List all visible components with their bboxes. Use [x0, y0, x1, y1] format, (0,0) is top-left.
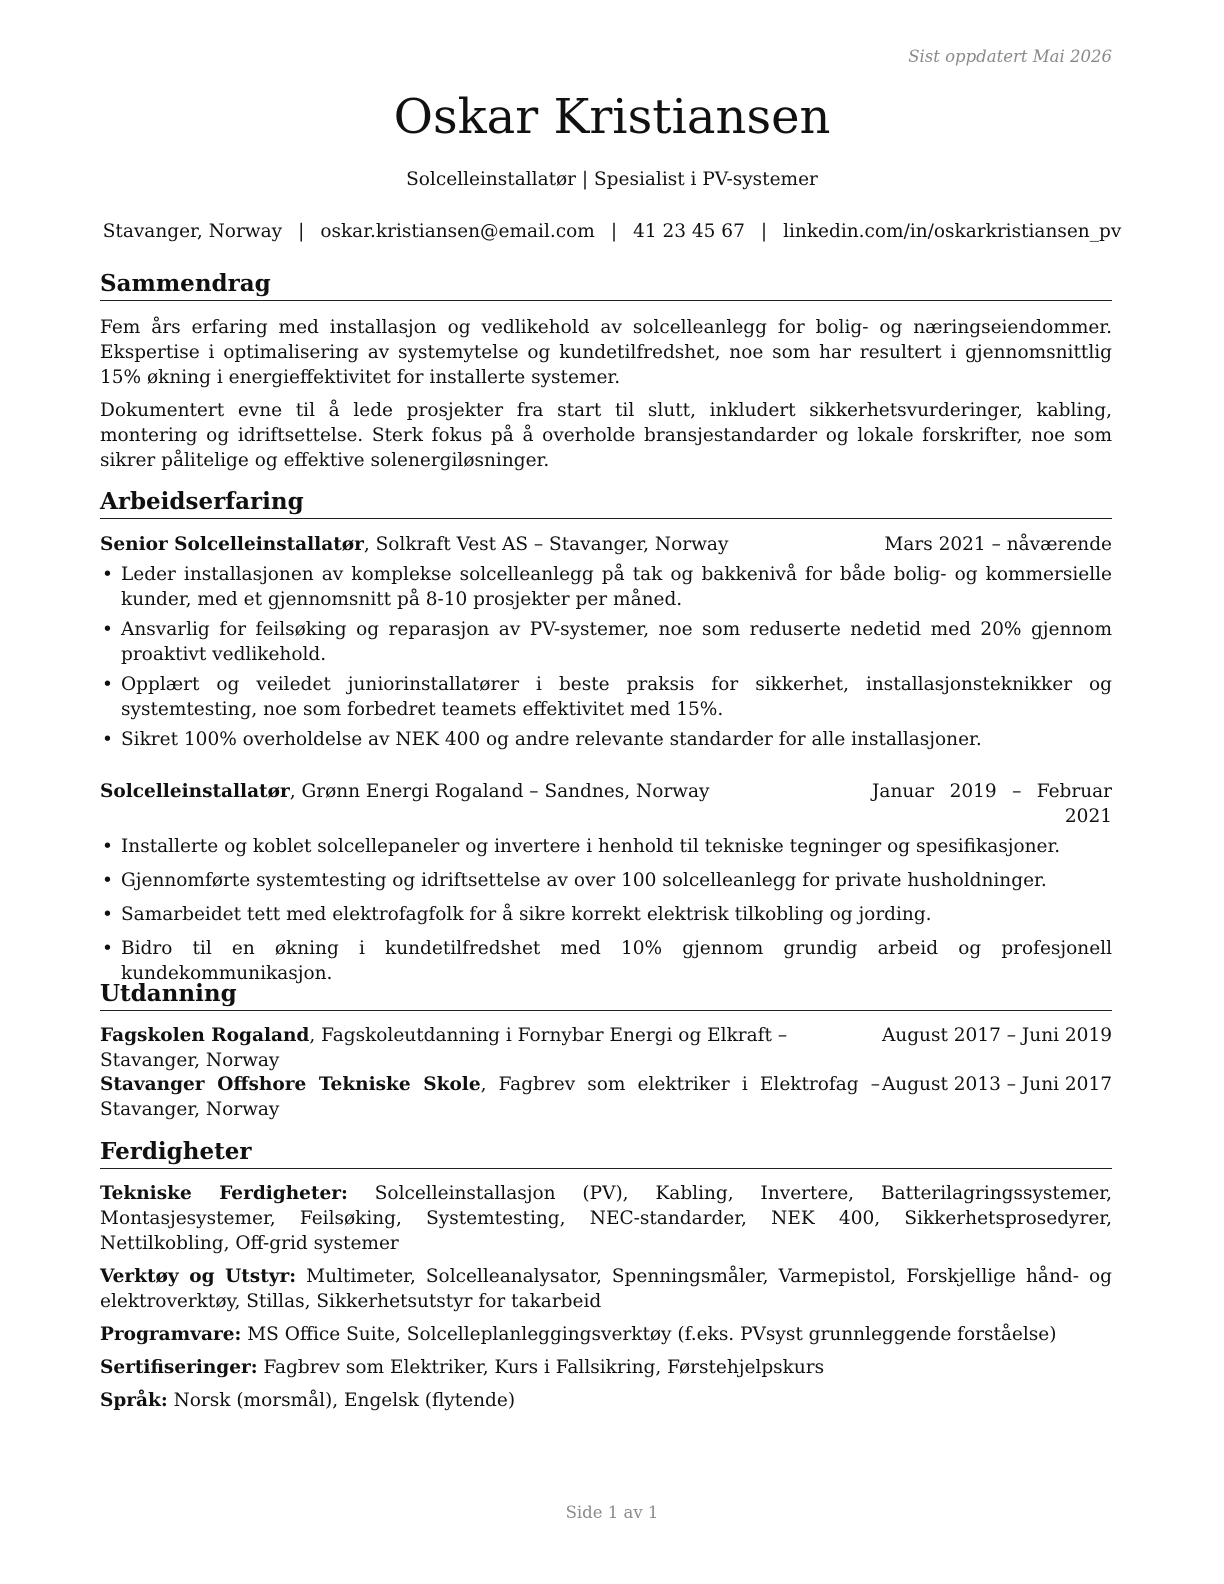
list-item: • Samarbeidet tett med elektrofagfolk for å sikre korrekt elektrisk tilkobling og jording.: [100, 902, 1112, 927]
job-entry: [100, 779, 1112, 986]
contact-email[interactable]: oskar.kristiansen@email.com: [320, 221, 595, 242]
job-bullets: [100, 834, 1112, 986]
education-header: [100, 1072, 1112, 1122]
contact-separator: |: [760, 221, 768, 242]
contact-separator: |: [298, 221, 305, 242]
job-org: , Grønn Energi Rogaland – Sandnes, Norway: [289, 781, 710, 802]
skill-value: Norsk (morsmål), Engelsk (flytende): [167, 1390, 516, 1411]
job-entry: [100, 532, 1112, 752]
job-dates: Mars 2021 – nåværende: [884, 534, 1112, 555]
education-detail: , Fagbrev som elektriker i Elektrofag – Stavanger, Norway: [100, 1074, 880, 1120]
section-title-education: Utdanning: [100, 980, 1112, 1011]
skill-label: Programvare:: [100, 1324, 242, 1345]
skill-value: Fagbrev som Elektriker, Kurs i Fallsikring, Førstehjelpskurs: [257, 1357, 825, 1378]
contact-separator: |: [610, 221, 618, 242]
list-item: • Leder installasjonen av komplekse solcelleanlegg på tak og bakkenivå for både bolig- og kommersielle kunder, med et gjennomsnitt på 8-10 prosjekter per måned.: [100, 562, 1112, 612]
skill-line: [100, 1322, 1112, 1347]
job-header: [100, 532, 1112, 557]
list-item: • Opplært og veiledet juniorinstallatører i beste praksis for sikkerhet, installasjonsteknikker og systemtesting, noe som forbedret teamets effektivitet med 15%.: [100, 672, 1112, 722]
list-item: • Sikret 100% overholdelse av NEK 400 og andre relevante standarder for alle installasjoner.: [100, 727, 1112, 752]
skill-value: MS Office Suite, Solcelleplanleggingsverktøy (f.eks. PVsyst grunnleggende forståelse): [241, 1324, 1057, 1345]
contact-phone: 41 23 45 67: [633, 221, 745, 242]
skill-line: [100, 1264, 1112, 1314]
section-title-summary: Sammendrag: [100, 270, 1112, 301]
education-entry: [100, 1072, 1112, 1122]
section-title-skills: Ferdigheter: [100, 1138, 1112, 1169]
education-line: [100, 1072, 880, 1122]
education-school: Stavanger Offshore Tekniske Skole: [100, 1074, 481, 1095]
education-dates: August 2017 – Juni 2019: [881, 1025, 1112, 1046]
skill-line: [100, 1355, 1112, 1380]
list-item: • Bidro til en økning i kundetilfredshet med 10% gjennom grundig arbeid og profesjonell kundekommunikasjon.: [100, 936, 1112, 986]
skill-label: Sertifiseringer:: [100, 1357, 258, 1378]
skill-label: Tekniske Ferdigheter:: [100, 1183, 348, 1204]
job-dates: Januar 2019 – Februar 2021: [872, 781, 1112, 827]
contact-linkedin[interactable]: linkedin.com/in/oskarkristiansen_pv: [783, 221, 1122, 242]
list-item: • Installerte og koblet solcellepaneler og invertere i henhold til tekniske tegninger og spesifikasjoner.: [100, 834, 1112, 859]
job-title-line: [100, 532, 728, 557]
list-item: • Gjennomførte systemtesting og idriftsettelse av over 100 solcelleanlegg for private husholdninger.: [100, 868, 1112, 893]
skills-section: [100, 1181, 1112, 1413]
contact-line: [0, 219, 1224, 244]
education-school: Fagskolen Rogaland: [100, 1025, 310, 1046]
education-header: [100, 1023, 1112, 1073]
skill-value: Multimeter, Solcelleanalysator, Spenningsmåler, Varmepistol, Forskjellige hånd- og elektroverktøy, Stillas, Sikkerhetsutstyr for takarbeid: [100, 1266, 1112, 1312]
summary-section: [100, 315, 1112, 473]
skill-label: Språk:: [100, 1390, 168, 1411]
skill-value: Solcelleinstallasjon (PV), Kabling, Invertere, Batterilagringssystemer, Montasjesystemer, Feilsøking, Systemtesting, NEC-standarder, NEK 400, Sikkerhetsprosedyrer, Nettilkobling, Off-grid systemer: [100, 1183, 1112, 1254]
list-item: • Ansvarlig for feilsøking og reparasjon av PV-systemer, noe som reduserte nedetid med 20% gjennom proaktivt vedlikehold.: [100, 617, 1112, 667]
summary-paragraph: Fem års erfaring med installasjon og vedlikehold av solcelleanlegg for bolig- og næringseiendommer. Ekspertise i optimalisering av systemytelse og kundetilfredshet, noe som har resultert i gjennomsnittlig 15% økning i energieffektivitet for installerte systemer.: [100, 317, 1112, 388]
skill-line: [100, 1388, 1112, 1413]
education-dates: August 2013 – Juni 2017: [881, 1074, 1112, 1095]
job-bullets: [100, 562, 1112, 752]
job-org: , Solkraft Vest AS – Stavanger, Norway: [363, 534, 729, 555]
contact-location: Stavanger, Norway: [102, 221, 283, 242]
education-line: [100, 1023, 860, 1073]
job-role: Senior Solcelleinstallatør: [100, 534, 364, 555]
section-title-experience: Arbeidserfaring: [100, 488, 1112, 519]
education-detail: , Fagskoleutdanning i Fornybar Energi og Elkraft – Stavanger, Norway: [100, 1025, 788, 1071]
summary-paragraph: Dokumentert evne til å lede prosjekter fra start til slutt, inkludert sikkerhetsvurderinger, kabling, montering og idriftsettelse. Sterk fokus på å overholde bransjestandarder og lokale forskrifter, noe som sikrer pålitelige og effektive solenergiløsninger.: [100, 400, 1112, 471]
last-updated-note: Sist oppdatert Mai 2026: [908, 47, 1112, 66]
job-title-line: [100, 779, 710, 804]
job-role: Solcelleinstallatør: [100, 781, 290, 802]
job-header: [100, 779, 1112, 829]
skill-label: Verktøy og Utstyr:: [100, 1266, 297, 1287]
skill-line: [100, 1181, 1112, 1256]
candidate-subtitle: Solcelleinstallatør | Spesialist i PV-systemer: [406, 169, 818, 190]
page-number: Side 1 av 1: [565, 1503, 659, 1522]
candidate-name: Oskar Kristiansen: [393, 89, 831, 145]
education-entry: [100, 1023, 1112, 1073]
